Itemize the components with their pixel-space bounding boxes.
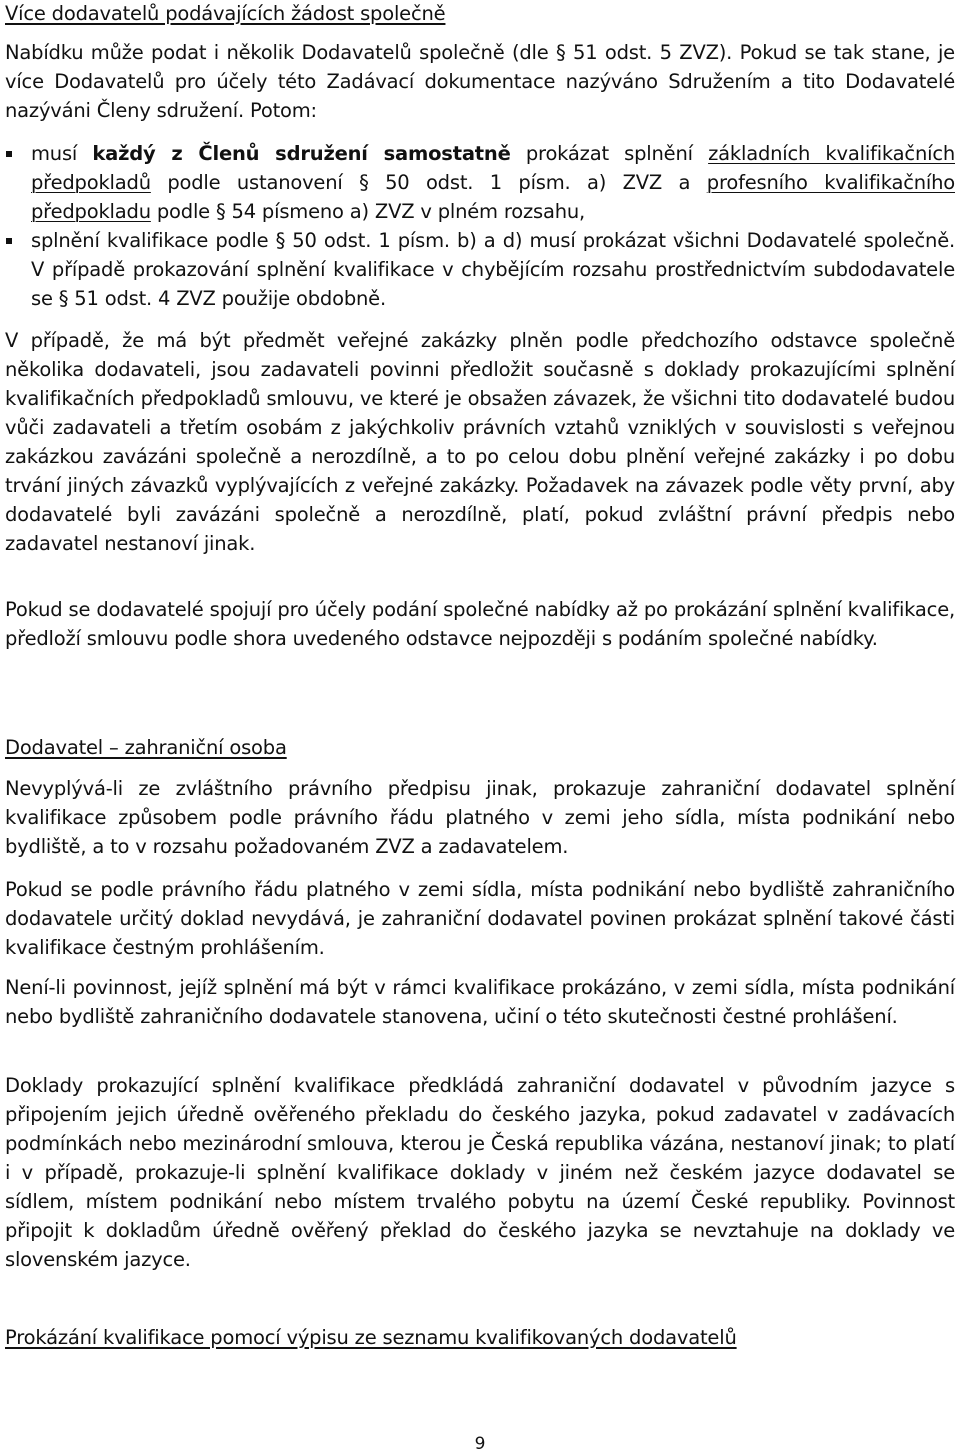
bullet-text: podle ustanovení § 50 odst. 1 písm. a) ZVZ a (150, 171, 707, 194)
paragraph-foreign-3: Není-li povinnost, jejíž splnění má být v rámci kvalifikace prokázáno, v zemi sídla, místa podnikání nebo bydliště zahraničního dodavatele stanovena, učiní o této skutečnosti čestné prohlášení. (5, 976, 955, 1028)
bullet-text: prokázat splnění (510, 142, 709, 165)
paragraph-joint-intro: Nabídku může podat i několik Dodavatelů společně (dle § 51 odst. 5 ZVZ). Pokud se tak stane, je více Dodavatelů pro účely této Zadávací dokumentace nazýváno Sdružením a tito Dodavatelé nazýváni Členy sdružení. Potom: (5, 41, 955, 122)
section-heading-foreign-supplier: Dodavatel – zahraniční osoba (5, 736, 287, 759)
page-number: 9 (474, 1434, 486, 1454)
paragraph-joint-contract: Pokud se dodavatelé spojují pro účely podání společné nabídky až po prokázání splnění kvalifikace, předloží smlouvu podle shora uvedeného odstavce nejpozději s podáním společné nabídky. (5, 598, 955, 650)
paragraph-foreign-2: Pokud se podle právního řádu platného v zemi sídla, místa podnikání nebo bydliště zahraničního dodavatele určitý doklad nevydává, je zahraniční dodavatel povinen prokázat splnění takové části kvalifikace čestným prohlášením. (5, 878, 955, 959)
bullet-text: musí (31, 142, 93, 165)
list-item (5, 226, 955, 313)
requirements-list (5, 139, 955, 313)
list-item (5, 139, 955, 226)
paragraph-foreign-4: Doklady prokazující splnění kvalifikace předkládá zahraniční dodavatel v původním jazyce s připojením jejich úředně ověřeného překladu do českého jazyka, pokud zadavatel v zadávacích podmínkách nebo mezinárodní smlouva, kterou je Česká republika vázána, nestanoví jinak; to platí i v případě, prokazuje-li splnění kvalifikace doklady v jiném než českém jazyce dodavatel se sídlem, místem podnikání nebo místem trvalého pobytu na území České republiky. Povinnost připojit k dokladům úředně ověřený překlad do českého jazyka se nevztahuje na doklady ve slovenském jazyce. (5, 1074, 955, 1271)
paragraph-joint-liability: V případě, že má být předmět veřejné zakázky plněn podle předchozího odstavce společně několika dodavateli, jsou zadavateli povinni předložit současně s doklady prokazujícími splnění kvalifikačních předpokladů smlouvu, ve které je obsažen závazek, že všichni tito dodavatelé budou vůči zadavateli a třetím osobám z jakýchkoliv právních vztahů vzniklých v souvislosti s veřejnou zakázkou zavázáni společně a nerozdílně, a to po celou dobu plnění veřejné zakázky i po dobu trvání jiných závazků vyplývajících z veřejné zakázky. Požadavek na závazek podle věty první, aby dodavatelé byli zavázáni společně a nerozdílně, platí, pokud zvláštní právní předpis nebo zadavatel nestanoví jinak. (5, 329, 955, 555)
bullet-emphasis: každý z Členů sdružení samostatně (92, 142, 511, 165)
bullet-text: podle § 54 písmeno a) ZVZ v plném rozsahu, (150, 200, 586, 223)
section-heading-joint-suppliers: Více dodavatelů podávajících žádost společně (5, 2, 446, 25)
section-heading-qualified-list: Prokázání kvalifikace pomocí výpisu ze seznamu kvalifikovaných dodavatelů (5, 1326, 737, 1349)
bullet-underlined: profesního kvalifikačního předpokladu (31, 171, 955, 223)
paragraph-foreign-1: Nevyplývá-li ze zvláštního právního předpisu jinak, prokazuje zahraniční dodavatel splnění kvalifikace způsobem podle právního řádu platného v zemi jeho sídla, místa podnikání nebo bydliště, a to v rozsahu požadovaném ZVZ a zadavatelem. (5, 777, 955, 858)
bullet-underlined: základních kvalifikačních předpokladů (31, 142, 955, 194)
bullet-text: splnění kvalifikace podle § 50 odst. 1 písm. b) a d) musí prokázat všichni Dodavatelé společně. V případě prokazování splnění kvalifikace v chybějícím rozsahu prostřednictvím subdodavatele se § 51 odst. 4 ZVZ použije obdobně. (31, 229, 955, 310)
